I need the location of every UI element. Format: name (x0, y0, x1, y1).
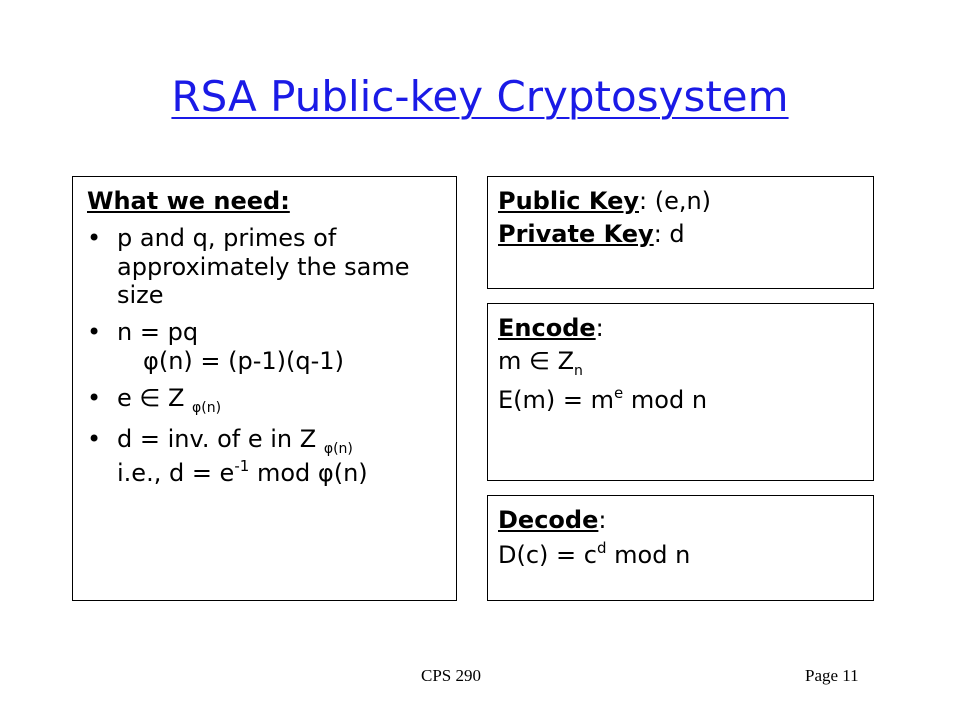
list-item: • d = inv. of e in Z $_{\varphi(n)}$ i.e., $d = e^{-1}$ mod φ(n) (87, 424, 368, 488)
public-key-label: Public Key (498, 187, 639, 215)
encode-formula: $E(m) = m^e$ mod n (498, 383, 708, 414)
private-key-label: Private Key (498, 219, 654, 248)
keys-box (487, 176, 874, 289)
footer-course: CPS 290 (421, 666, 481, 685)
requirements-heading: What we need: (87, 187, 290, 215)
element-of-symbol: ∈ (529, 346, 550, 375)
encode-label: Encode (498, 314, 596, 342)
public-key-line (498, 187, 873, 216)
bullet-icon: • (87, 223, 102, 252)
private-key-line (498, 220, 873, 249)
list-item: • e ∈ Z $_{\varphi(n)}$ (87, 383, 222, 416)
footer-page-number: Page 11 (805, 666, 859, 685)
encode-domain: m ∈ $Z_n$ (498, 346, 583, 379)
private-key-value: : d (653, 219, 685, 248)
encode-box: Encode: m ∈ $Z_n$ $E(m) = m^e$ mod n (487, 303, 874, 481)
requirements-list (87, 224, 456, 488)
public-key-value: : (e,n) (639, 187, 712, 215)
bullet-text: n = pq (117, 318, 199, 347)
slide-title: RSA Public-key Cryptosystem (171, 72, 789, 121)
decode-label: Decode (498, 506, 599, 534)
decode-formula: $D(c) = c^d$ mod n (498, 538, 691, 569)
decode-box: Decode: $D(c) = c^d$ mod n (487, 495, 874, 601)
list-item (87, 318, 456, 376)
bullet-text: p and q, primes of approximately the same size (117, 223, 410, 310)
bullet-icon: • (87, 424, 102, 453)
requirements-box (72, 176, 457, 601)
list-item (87, 224, 456, 310)
bullet-icon: • (87, 383, 102, 412)
element-of-symbol: ∈ (139, 383, 161, 412)
phi-definition: φ(n) = (p-1)(q-1) (143, 346, 344, 375)
bullet-icon: • (87, 318, 102, 347)
phi-symbol: φ (143, 346, 159, 375)
